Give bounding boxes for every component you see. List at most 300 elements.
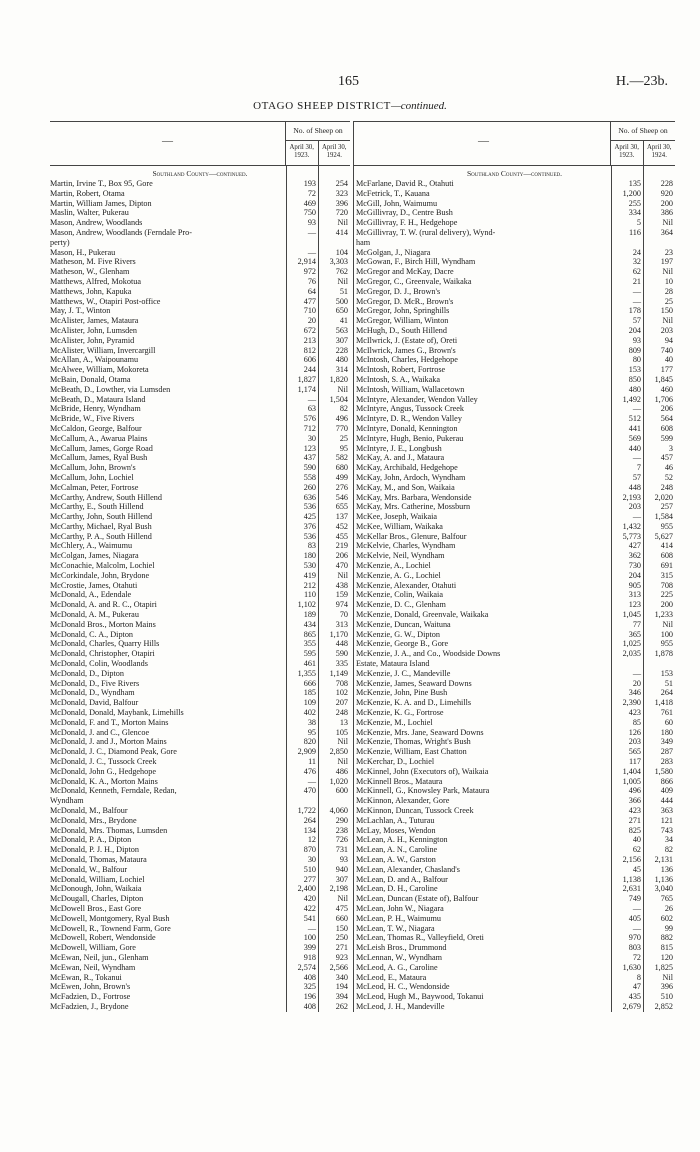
owner-name-cell: McLennan, W., Wyndham [356, 952, 442, 962]
owner-name-cell: McLean, A. H., Kennington [356, 835, 448, 845]
sheep-1923-cell: 423 [628, 708, 641, 718]
table-row [50, 355, 350, 365]
sheep-1924-cell: Nil [662, 972, 673, 982]
sheep-1924-cell: 546 [335, 492, 348, 502]
sheep-1924-cell: 765 [660, 894, 673, 904]
sheep-1924-cell: 2,850 [329, 747, 348, 757]
sheep-1924-cell: Nil [337, 737, 348, 747]
table-row [354, 953, 675, 963]
table-row [354, 718, 675, 728]
table-row [354, 796, 675, 806]
sheep-1924-cell: 95 [339, 443, 348, 453]
sheep-1924-cell: 13 [339, 717, 348, 727]
owner-name-cell: Mason, Andrew, Woodlands [50, 218, 143, 228]
table-row [50, 855, 350, 865]
sheep-1924-cell: 219 [335, 541, 348, 551]
sheep-1923-cell: 12 [307, 835, 316, 845]
sheep-1923-cell: 470 [303, 786, 316, 796]
sheep-1923-cell: 918 [303, 952, 316, 962]
owner-name-cell: McDonald, Colin, Woodlands [50, 659, 148, 669]
table-row [354, 326, 675, 336]
sheep-count-header [610, 122, 675, 165]
owner-name-cell: McIntyre, Donald, Kennington [356, 423, 458, 433]
sheep-1924-cell: 93 [339, 854, 348, 864]
table-row [50, 777, 350, 787]
sheep-1923-cell: — [632, 668, 641, 678]
owner-name-cell: McKinnon, Alexander, Gore [356, 796, 450, 806]
owner-name-cell: McDonald, J. and J., Morton Mains [50, 737, 167, 747]
owner-name-cell: McCallum, James, Ryal Bush [50, 453, 148, 463]
sheep-1923-cell: 606 [303, 355, 316, 365]
table-row [354, 669, 675, 679]
table-row [354, 444, 675, 454]
owner-name-cell: McKinnel, John (Executors of), Waikaia [356, 766, 489, 776]
table-row [50, 630, 350, 640]
table-row [50, 816, 350, 826]
sheep-1923-cell: 636 [303, 492, 316, 502]
sheep-1924-cell: 602 [660, 913, 673, 923]
owner-name-cell: McKenzie, Alexander, Otahuti [356, 580, 457, 590]
year-1924-header: April 30, 1924. [643, 141, 676, 166]
sheep-1923-cell: 595 [303, 649, 316, 659]
sheep-1924-cell: 726 [335, 835, 348, 845]
table-row [50, 326, 350, 336]
owner-name-cell: McKenzie, D. C., Glenham [356, 600, 446, 610]
sheep-1924-cell: 94 [664, 335, 673, 345]
sheep-1924-cell: 3,303 [329, 257, 348, 267]
table-row [50, 297, 350, 307]
sheep-1924-cell: Nil [337, 894, 348, 904]
owner-name-cell: McDonald, William, Lochiel [50, 874, 145, 884]
sheep-1924-cell: 26 [664, 903, 673, 913]
table-row [50, 551, 350, 561]
owner-name-cell: ham [356, 237, 371, 247]
sheep-1923-cell: — [307, 923, 316, 933]
sheep-1923-cell: 57 [632, 316, 641, 326]
owner-name-cell: McLean, Duncan (Estate of), Balfour [356, 894, 479, 904]
sheep-on-label: No. of Sheep on [611, 122, 675, 141]
table-row [50, 826, 350, 836]
owner-name-cell: McDonald, P. J. H., Dipton [50, 845, 139, 855]
sheep-1924-cell: 313 [335, 619, 348, 629]
table-row [354, 894, 675, 904]
table-row [50, 679, 350, 689]
owner-name-cell: McIntosh, S. A., Waikaka [356, 374, 441, 384]
sheep-1923-cell: 313 [628, 590, 641, 600]
owner-name-cell: McKenzie, William, East Chatton [356, 747, 467, 757]
table-row [50, 414, 350, 424]
sheep-1923-cell: 213 [303, 335, 316, 345]
sheep-1923-cell: 189 [303, 610, 316, 620]
table-row [354, 179, 675, 189]
owner-name-cell: McCrostie, James, Otahuti [50, 580, 138, 590]
sheep-1923-cell: 1,102 [297, 600, 316, 610]
sheep-1923-cell: — [632, 453, 641, 463]
sheep-1924-cell: 866 [660, 776, 673, 786]
table-row [50, 541, 350, 551]
owner-name-cell: McCorkindale, John, Brydone [50, 570, 150, 580]
sheep-1923-cell: — [632, 512, 641, 522]
sheep-1923-cell: 1,045 [622, 610, 641, 620]
owner-name-cell: McIntosh, Robert, Fortrose [356, 365, 446, 375]
table-row [50, 444, 350, 454]
sheep-1923-cell: — [307, 394, 316, 404]
sheep-1923-cell: 2,193 [622, 492, 641, 502]
owner-name-cell: McGill, John, Waimumu [356, 198, 438, 208]
sheep-1923-cell: 408 [303, 1001, 316, 1011]
sheep-1923-cell: 812 [303, 345, 316, 355]
table-row [354, 688, 675, 698]
table-row [50, 561, 350, 571]
table-row [354, 581, 675, 591]
sheep-1923-cell: 870 [303, 845, 316, 855]
table-row [50, 669, 350, 679]
owner-name-cell: McKay, John, Ardoch, Wyndham [356, 472, 466, 482]
owner-name-cell: McDonald, Charles, Quarry Hills [50, 639, 160, 649]
owner-name-cell: McKenzie, Colin, Waikaia [356, 590, 443, 600]
sheep-1923-cell: 7 [636, 463, 641, 473]
sheep-1924-cell: 46 [664, 463, 673, 473]
sheep-1924-cell: 323 [335, 188, 348, 198]
owner-name-cell: McKay, Archibald, Hedgehope [356, 463, 458, 473]
sheep-1923-cell: 24 [632, 247, 641, 257]
table-row [354, 728, 675, 738]
sheep-1924-cell: 99 [664, 923, 673, 933]
sheep-1923-cell: 434 [303, 619, 316, 629]
sheep-1924-cell: 340 [335, 972, 348, 982]
owner-name-cell: McGregor, D. J., Brown's [356, 286, 441, 296]
owner-name-cell: McKenzie, Mrs. Jane, Seaward Downs [356, 727, 484, 737]
owner-name-cell: McAlister, James, Mataura [50, 316, 139, 326]
sheep-1923-cell: 271 [628, 815, 641, 825]
table-row [354, 914, 675, 924]
sheep-1923-cell: 749 [628, 894, 641, 904]
owner-name-cell: McLean, D. and A., Balfour [356, 874, 448, 884]
table-row [354, 620, 675, 630]
owner-name-cell: McKenzie, A. G., Lochiel [356, 570, 441, 580]
table-row [50, 189, 350, 199]
sheep-1924-cell: 455 [335, 531, 348, 541]
table-row [50, 248, 350, 258]
table-row [50, 228, 350, 238]
sheep-1923-cell: 480 [628, 384, 641, 394]
table-row [50, 884, 350, 894]
owner-name-cell: McKenzie, J. C., Mandeville [356, 668, 451, 678]
owner-name-cell: McKenzie, George B., Gore [356, 639, 449, 649]
table-row [354, 835, 675, 845]
owner-name-cell: McCarthy, E., South Hillend [50, 502, 144, 512]
owner-name-cell: McCallum, John, Lochiel [50, 472, 134, 482]
owner-name-cell: McDonald, Kenneth, Ferndale, Redan, [50, 786, 177, 796]
sheep-1924-cell: 496 [335, 414, 348, 424]
sheep-1924-cell: Nil [337, 757, 348, 767]
owner-name-cell: McAlister, John, Lumsden [50, 325, 137, 335]
sheep-1924-cell: 150 [660, 306, 673, 316]
sheep-1923-cell: 21 [632, 276, 641, 286]
owner-name-cell: McKenzie, J. A., and Co., Woodside Downs [356, 649, 501, 659]
sheep-1923-cell: 1,432 [622, 521, 641, 531]
sheep-1924-cell: 762 [335, 267, 348, 277]
table-header [50, 122, 350, 166]
table-row [354, 189, 675, 199]
table-row [354, 561, 675, 571]
sheep-1923-cell: 5 [636, 218, 641, 228]
owner-name-cell: McIlwrick, J. (Estate of), Oreti [356, 335, 458, 345]
table-row [354, 336, 675, 346]
sheep-1923-cell: 405 [628, 913, 641, 923]
table-row [354, 208, 675, 218]
sheep-1924-cell: 100 [660, 629, 673, 639]
sheep-1924-cell: 655 [335, 502, 348, 512]
owner-name-cell: McIlwrick, James G., Brown's [356, 345, 456, 355]
sheep-1924-cell: 250 [335, 933, 348, 943]
sheep-1923-cell: — [632, 903, 641, 913]
sheep-1923-cell: 422 [303, 903, 316, 913]
table-row [354, 610, 675, 620]
sheep-1923-cell [611, 659, 643, 669]
sheep-1924-cell: 564 [660, 414, 673, 424]
sheep-1924-cell: 1,020 [329, 776, 348, 786]
sheep-1923-cell: 2,035 [622, 649, 641, 659]
sheep-1924-cell: 52 [664, 472, 673, 482]
sheep-1923-cell: 64 [307, 286, 316, 296]
year-1924-header: April 30, 1924. [318, 141, 351, 166]
table-row [354, 679, 675, 689]
sheep-1924-cell: 2,566 [329, 962, 348, 972]
sheep-1924-cell: 708 [335, 678, 348, 688]
sheep-1924-cell: 955 [660, 639, 673, 649]
sheep-1924-cell: 228 [660, 179, 673, 188]
table-row [50, 757, 350, 767]
sheep-1923-cell: 178 [628, 306, 641, 316]
owner-name-cell: Maslin, Walter, Pukerau [50, 208, 129, 218]
table-row [354, 639, 675, 649]
sheep-1924-cell [318, 796, 350, 806]
sheep-1924-cell: 200 [660, 198, 673, 208]
owner-name-cell: McLean, John W., Niagara [356, 903, 444, 913]
table-row [354, 1002, 675, 1012]
sheep-1924-cell: 137 [335, 512, 348, 522]
table-row [354, 924, 675, 934]
sheep-1923-cell: 420 [303, 894, 316, 904]
sheep-1923-cell: 123 [303, 443, 316, 453]
sheep-1924-cell [643, 659, 675, 669]
owner-name-cell: McDonald, K. A., Morton Mains [50, 776, 158, 786]
table-row [50, 600, 350, 610]
sheep-1924-cell: 974 [335, 600, 348, 610]
owner-name-cell: McLeod, H. C., Wendonside [356, 982, 450, 992]
owner-name-cell: McLean, Alexander, Chasland's [356, 864, 460, 874]
table-row [354, 493, 675, 503]
table-row [354, 375, 675, 385]
owner-name-cell: McFarlane, David R., Otahuti [356, 179, 454, 188]
table-row [50, 336, 350, 346]
owner-name-cell: McLean, A. W., Garston [356, 854, 436, 864]
sheep-1923-cell: 825 [628, 825, 641, 835]
sheep-1924-cell: 940 [335, 864, 348, 874]
table-row [50, 424, 350, 434]
table-row [50, 453, 350, 463]
table-row [354, 737, 675, 747]
owner-name-cell: McBain, Donald, Otama [50, 374, 131, 384]
owner-name-cell: McAllan, A., Waipounamu [50, 355, 139, 365]
owner-name-cell: McCallum, James, Gorge Road [50, 443, 153, 453]
sheep-1924-cell: 314 [335, 365, 348, 375]
owner-name-cell: McGillivray, D., Centre Bush [356, 208, 453, 218]
owner-name-cell: McDonald, D., Five Rivers [50, 678, 140, 688]
sheep-1923-cell: 1,492 [622, 394, 641, 404]
sheep-1923-cell: 126 [628, 727, 641, 737]
sheep-1924-cell: 197 [660, 257, 673, 267]
owner-name-cell: McIntyre, Hugh, Benio, Pukerau [356, 433, 464, 443]
sheep-1924-cell: 60 [664, 717, 673, 727]
table-row [354, 767, 675, 777]
owner-name-cell: McKenzie, Thomas, Wright's Bush [356, 737, 471, 747]
table-row [354, 228, 675, 238]
owner-name-cell: Wyndham [50, 796, 84, 806]
owner-name-cell: McLean, Thomas R., Valleyfield, Oreti [356, 933, 484, 943]
sheep-1924-cell: 815 [660, 943, 673, 953]
sheep-1924-cell: 740 [660, 345, 673, 355]
sheep-1923-cell: 437 [303, 453, 316, 463]
sheep-1924-cell: 307 [335, 335, 348, 345]
sheep-1923-cell: 38 [307, 717, 316, 727]
owner-name-cell: McDonald Bros., Morton Mains [50, 619, 156, 629]
table-row [50, 639, 350, 649]
sheep-1924-cell: 262 [335, 1001, 348, 1011]
owner-name-cell: McEwen, John, Brown's [50, 982, 131, 992]
owner-name-cell: McCarthy, Michael, Ryal Bush [50, 521, 152, 531]
owner-name-cell: McKenzie, Donald, Greenvale, Waikaka [356, 610, 489, 620]
sheep-1923-cell: 710 [303, 306, 316, 316]
table-row [50, 473, 350, 483]
sheep-1923-cell: 62 [632, 845, 641, 855]
sheep-1923-cell: 730 [628, 561, 641, 571]
table-row [50, 924, 350, 934]
owner-name-cell: McIntosh, Charles, Hedgehope [356, 355, 458, 365]
sheep-1924-cell: 923 [335, 952, 348, 962]
sheep-count-header [285, 122, 350, 165]
sheep-1924-cell: 102 [335, 688, 348, 698]
title-continued: —continued. [390, 100, 447, 112]
sheep-1924-cell: 600 [335, 786, 348, 796]
table-row [50, 571, 350, 581]
sheep-1923-cell: 2,390 [622, 698, 641, 708]
sheep-1924-cell: 1,845 [654, 374, 673, 384]
table-row [50, 659, 350, 669]
sheep-1924-cell: 457 [660, 453, 673, 463]
owner-name-cell: McKenzie, John, Pine Bush [356, 688, 448, 698]
sheep-1923-cell: 366 [628, 796, 641, 806]
table-row [354, 786, 675, 796]
owner-name-cell: McLean, D. H., Caroline [356, 884, 438, 894]
table-row [50, 238, 350, 248]
table-row [50, 257, 350, 267]
sheep-1923-cell: 850 [628, 374, 641, 384]
table-row [50, 395, 350, 405]
table-row [354, 855, 675, 865]
owner-name-cell: Matthews, W., Otapiri Post-office [50, 296, 161, 306]
sheep-1924-cell: 2,852 [654, 1001, 673, 1011]
sheep-1924-cell: 200 [660, 600, 673, 610]
sheep-1924-cell: 349 [660, 737, 673, 747]
sheep-1923-cell: 100 [303, 933, 316, 943]
sheep-1924-cell: 2,020 [654, 492, 673, 502]
owner-name-cell: Mason, H., Pukerau [50, 247, 116, 257]
sheep-1923-cell: 83 [307, 541, 316, 551]
sheep-1924-cell: 5,627 [654, 531, 673, 541]
table-row [50, 953, 350, 963]
sheep-1923-cell: 408 [303, 972, 316, 982]
sheep-1923-cell: 355 [303, 639, 316, 649]
owner-name-cell: McDowell, R., Townend Farm, Gore [50, 923, 171, 933]
table-row [50, 512, 350, 522]
owner-name-cell: McCaldon, George, Balfour [50, 423, 142, 433]
owner-name-cell: McLean, A. N., Caroline [356, 845, 438, 855]
owner-name-cell: McDonald, M., Balfour [50, 806, 128, 815]
table-row [50, 179, 350, 189]
owner-name-cell: McLean, P. H., Waimumu [356, 913, 441, 923]
sheep-1924-cell: Nil [337, 276, 348, 286]
name-column-header: — [478, 135, 489, 147]
sheep-1923-cell: 1,722 [297, 806, 316, 815]
sheep-1923-cell: 461 [303, 659, 316, 669]
table-row [354, 355, 675, 365]
sheep-1924-cell: 10 [664, 276, 673, 286]
sheep-1924-cell: 364 [660, 227, 673, 237]
sheep-1924-cell: 499 [335, 472, 348, 482]
table-row [354, 473, 675, 483]
sheep-1924-cell: 460 [660, 384, 673, 394]
table-row [354, 424, 675, 434]
owner-name-cell: McCarthy, P. A., South Hillend [50, 531, 152, 541]
owner-name-cell: McKenzie, A., Lochiel [356, 561, 431, 571]
owner-name-cell: McCarthy, John, South Hillend [50, 512, 153, 522]
sheep-1923-cell: 264 [303, 815, 316, 825]
owner-name-cell: McIntyre, Angus, Tussock Creek [356, 404, 465, 414]
sheep-1923-cell: — [632, 286, 641, 296]
owner-name-cell: McKenzie, K. A. and D., Limehills [356, 698, 472, 708]
sheep-1924-cell: 180 [660, 727, 673, 737]
table-row [354, 982, 675, 992]
owner-name-cell: McDowell, Robert, Wendonside [50, 933, 156, 943]
table-row [354, 306, 675, 316]
owner-name-cell: McKelvie, Neil, Wyndham [356, 551, 445, 561]
owner-name-cell: McDonald, David, Balfour [50, 698, 139, 708]
table-row [50, 963, 350, 973]
table-row [50, 992, 350, 1002]
table-row [354, 649, 675, 659]
left-table [50, 121, 350, 1012]
sheep-1924-cell: 363 [660, 806, 673, 815]
owner-name-cell: McKay, Mrs. Barbara, Wendonside [356, 492, 472, 502]
sheep-1923-cell: 541 [303, 913, 316, 923]
sheep-1923-cell: — [307, 227, 316, 237]
table-row [50, 982, 350, 992]
sheep-1923-cell: 72 [632, 952, 641, 962]
owner-name-cell: Matheson, M. Five Rivers [50, 257, 136, 267]
sheep-1924-cell: 608 [660, 423, 673, 433]
owner-name-cell: McGregor, C., Greenvale, Waikaka [356, 276, 472, 286]
owner-name-cell: McColgan, James, Niagara [50, 551, 139, 561]
sheep-1923-cell: 496 [628, 786, 641, 796]
table-row [354, 395, 675, 405]
sheep-1923-cell: 116 [629, 227, 641, 237]
table-row [50, 688, 350, 698]
table-row [50, 404, 350, 414]
table-row [50, 620, 350, 630]
table-row [354, 297, 675, 307]
